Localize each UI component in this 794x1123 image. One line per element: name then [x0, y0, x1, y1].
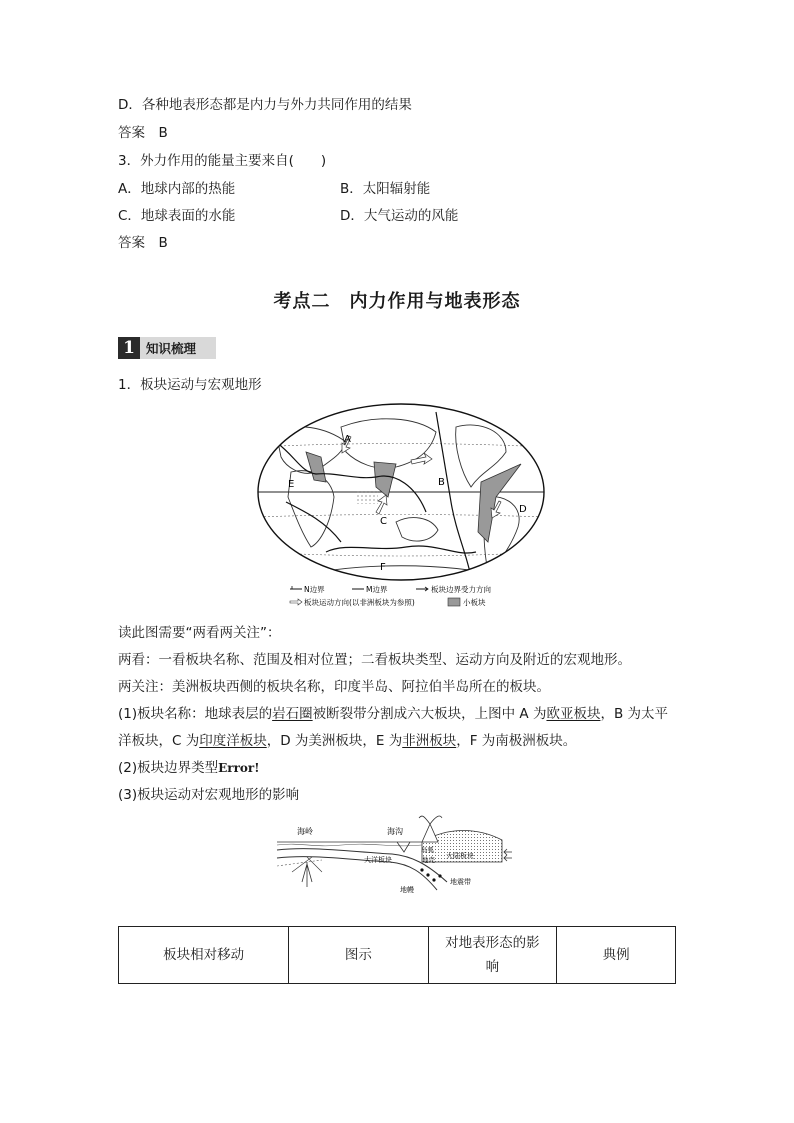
knowledge-badge: [118, 337, 216, 359]
q3-option-a: A．地球内部的热能: [118, 181, 236, 197]
q2-option-d: D．各种地表形态都是内力与外力共同作用的结果: [118, 97, 412, 113]
header-relative-motion: 板块相对移动: [119, 927, 289, 984]
plate-label-e: E: [288, 479, 295, 490]
plate-label-c: C: [380, 516, 387, 527]
answer-lithosphere: 岩石圈: [272, 706, 313, 722]
q3-option-b: B．太阳辐射能: [340, 181, 431, 197]
p1-text-d: 洋板块，C 为: [118, 733, 200, 749]
p1-text-a: (1)板块名称：地球表层的: [118, 706, 273, 722]
legend-motion-direction: 板块运动方向(以非洲板块为参照): [304, 598, 415, 607]
item1-title: 1．板块运动与宏观地形: [118, 377, 262, 393]
q3-option-d: D．大气运动的风能: [340, 208, 459, 224]
p1-text-c: ，B 为太平: [600, 706, 669, 722]
plate-label-b: B: [438, 477, 445, 488]
badge-label: 知识梳理: [140, 337, 216, 359]
plate-map: [256, 402, 546, 614]
q3-option-c: C．地球表面的水能: [118, 208, 236, 224]
p1-text-e: ，D 为美洲板块，E 为: [266, 733, 403, 749]
plate-names-line1: [118, 705, 668, 723]
badge-number: 1: [118, 337, 140, 359]
volcano-icon: [422, 824, 438, 842]
map-legend: [290, 584, 491, 607]
plate-label-d: D: [519, 504, 527, 515]
table-header-row: [119, 927, 676, 984]
label-crust: 地壳: [422, 856, 435, 864]
p1-text-b: 被断裂带分割成六大板块，上图中 A 为: [312, 706, 547, 722]
legend-small-plate: 小板块: [463, 598, 486, 607]
legend-m-boundary: M边界: [366, 585, 388, 594]
reading-two-look: 两看：一看板块名称、范围及相对位置；二看板块类型、运动方向及附近的宏观地形。: [118, 652, 631, 668]
p1-text-f: ，F 为南极洲板块。: [456, 733, 577, 749]
label-island-arc: 岛弧: [421, 846, 434, 854]
reading-intro: 读此图需要“两看两关注”：: [118, 625, 281, 641]
reading-two-focus: 两关注：美洲板块西侧的板块名称，印度半岛、阿拉伯半岛所在的板块。: [118, 679, 550, 695]
p2-text: (2)板块边界类型: [118, 760, 219, 776]
label-ocean-plate: 大洋板块: [364, 856, 392, 864]
header-example: 典例: [557, 927, 676, 984]
q2-answer: 答案 B: [118, 125, 168, 141]
answer-indian-ocean-plate: 印度洋板块: [199, 733, 267, 749]
plate-label-a: A: [344, 434, 351, 445]
answer-african-plate: 非洲板块: [402, 733, 457, 749]
label-mantle: 地幔: [400, 886, 414, 894]
header-effect: 对地表形态的影响: [428, 927, 557, 984]
label-quake-zone: 地震带: [450, 878, 471, 886]
q3-answer: 答案 B: [118, 235, 168, 251]
legend-n-boundary: N边界: [304, 585, 325, 594]
label-continent-plate: 大陆板块: [446, 852, 474, 860]
plate-motion-table: [118, 926, 676, 984]
answer-eurasian-plate: 欧亚板块: [546, 706, 601, 722]
legend-force-direction: 板块边界受力方向: [431, 585, 491, 594]
map-body: [256, 402, 546, 582]
section-title: 考点二 内力作用与地表形态: [273, 291, 521, 312]
label-trench: 海沟: [387, 827, 403, 836]
influence-heading: (3)板块运动对宏观地形的影响: [118, 787, 300, 803]
label-ridge: 海岭: [297, 827, 313, 836]
error-marker: Error!: [218, 761, 260, 775]
plate-label-f: F: [380, 562, 386, 573]
header-diagram: 图示: [289, 927, 428, 984]
plate-names-line2: [118, 732, 576, 750]
plate-cross-section: [272, 812, 524, 902]
boundary-types: [118, 759, 260, 777]
q3-question: 3．外力作用的能量主要来自( ): [118, 153, 327, 169]
